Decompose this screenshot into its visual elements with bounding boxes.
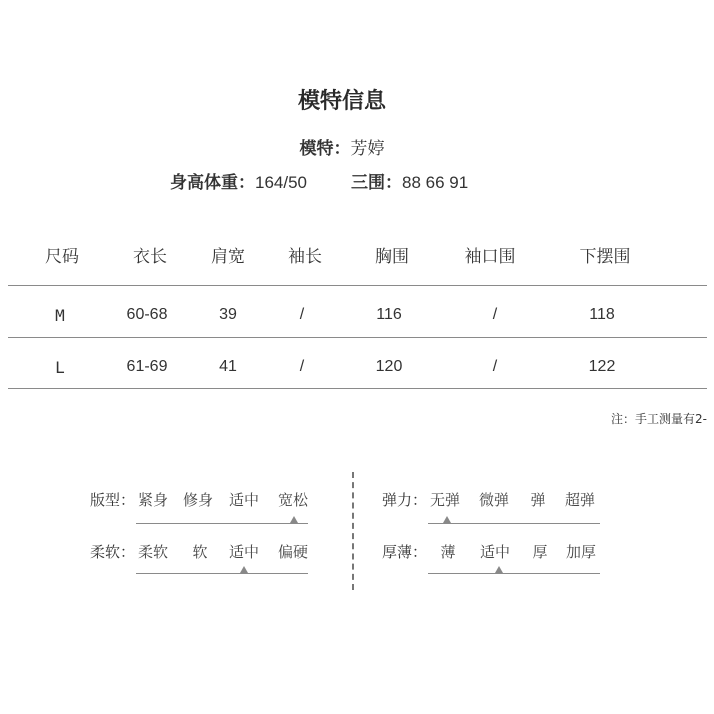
stretch-marker-icon	[443, 516, 451, 523]
cell-cuff: /	[492, 306, 498, 323]
measurements-label: 三围：	[351, 173, 402, 193]
stretch-option: 弹	[530, 491, 546, 509]
softness-label: 柔软：	[90, 543, 136, 561]
cell-shoulder: 41	[219, 358, 237, 375]
cell-hem: 118	[589, 306, 615, 323]
header-length: 衣长	[133, 247, 167, 267]
model-label: 模特：	[299, 139, 351, 159]
cell-hem: 122	[588, 358, 616, 375]
cell-cuff: /	[492, 358, 498, 375]
model-stats	[170, 168, 468, 193]
thickness-scale	[428, 573, 600, 574]
softness-option: 柔软	[137, 543, 169, 561]
cell-shoulder: 39	[219, 306, 237, 323]
thickness-option: 适中	[479, 543, 511, 561]
header-chest: 胸围	[375, 247, 409, 267]
measurements-value: 88 66 91	[402, 173, 469, 192]
softness-marker-icon	[240, 566, 248, 573]
thickness-option: 薄	[440, 543, 456, 561]
thickness-option: 厚	[532, 543, 548, 561]
thickness-label: 厚薄：	[382, 543, 428, 561]
stretch-option: 无弹	[429, 491, 461, 509]
fit-option: 紧身	[137, 491, 169, 509]
header-shoulder: 肩宽	[211, 247, 245, 267]
height-weight-label: 身高体重：	[170, 173, 255, 193]
header-size: 尺码	[45, 247, 79, 267]
softness-scale	[136, 573, 308, 574]
softness-option: 适中	[228, 543, 260, 561]
cell-sleeve: /	[299, 358, 305, 375]
table-divider	[8, 285, 707, 286]
cell-chest: 120	[375, 358, 403, 375]
softness-option: 软	[192, 543, 208, 561]
softness-option: 偏硬	[277, 543, 309, 561]
stretch-option: 超弹	[564, 491, 596, 509]
cell-size: L	[55, 358, 65, 377]
page-title: 模特信息	[297, 89, 386, 114]
header-cuff: 袖口围	[464, 247, 516, 267]
header-hem: 下摆围	[579, 247, 631, 267]
measurement-note: 注：手工测量有2-	[611, 412, 707, 426]
stretch-label: 弹力：	[382, 491, 428, 509]
height-weight-value: 164/50	[255, 173, 307, 192]
cell-length: 60-68	[126, 306, 168, 323]
fit-option: 宽松	[277, 491, 309, 509]
stretch-scale	[428, 523, 600, 524]
model-name: 芳婷	[350, 139, 385, 159]
thickness-marker-icon	[495, 566, 503, 573]
table-divider	[8, 388, 707, 389]
stretch-option: 微弹	[478, 491, 510, 509]
table-divider	[8, 337, 707, 338]
section-divider	[352, 472, 354, 590]
cell-size: M	[55, 306, 65, 325]
fit-option: 适中	[228, 491, 260, 509]
fit-label: 版型：	[90, 491, 136, 509]
fit-option: 修身	[182, 491, 214, 509]
model-info	[0, 134, 684, 159]
fit-marker-icon	[290, 516, 298, 523]
fit-scale	[136, 523, 308, 524]
cell-sleeve: /	[299, 306, 305, 323]
thickness-option: 加厚	[565, 543, 597, 561]
cell-chest: 116	[376, 306, 402, 323]
cell-length: 61-69	[126, 358, 168, 375]
header-sleeve: 袖长	[288, 247, 322, 267]
